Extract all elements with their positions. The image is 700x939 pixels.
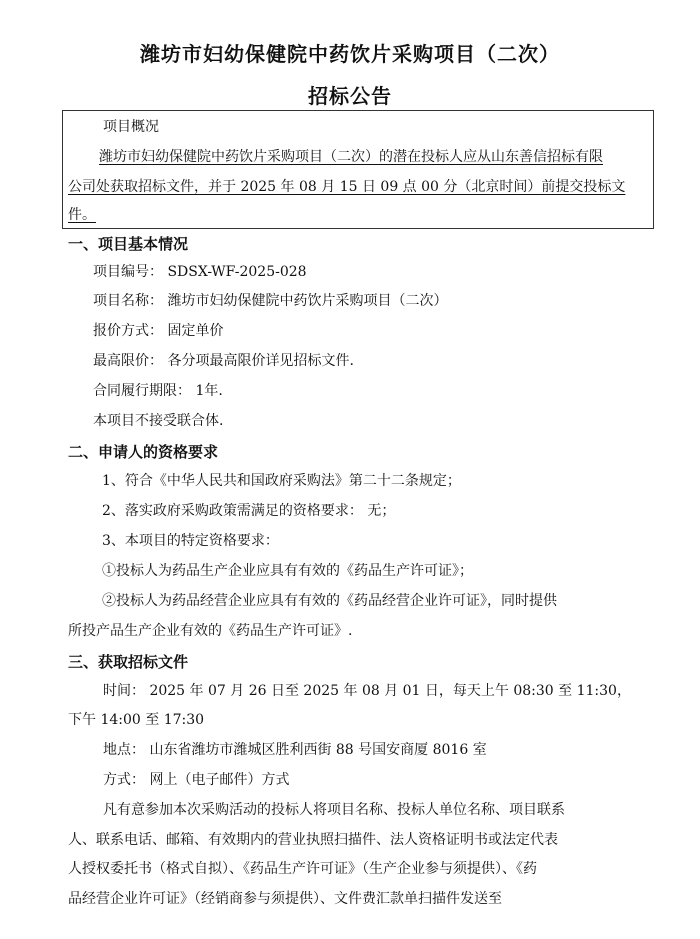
instructions-line-2: 人、联系电话、邮箱、有效期内的营业执照扫描件、法人资格证明书或法定代表 [68,832,558,848]
acquisition-time-line-1: 时间： 2025 年 07 月 26 日至 2025 年 08 月 01 日，每天上午 08:30 至 11:30， [103,683,631,699]
project-number: 项目编号： SDSX-WF-2025-028 [93,264,307,280]
document-title: 潍坊市妇幼保健院中药饮片采购项目（二次） [140,42,560,66]
document-subtitle: 招标公告 [308,84,392,108]
overview-text-line-1: 潍坊市妇幼保健院中药饮片采购项目（二次）的潜在投标人应从山东善信招标有限 [99,149,603,165]
requirement-2: 2、落实政府采购政策需满足的资格要求： 无； [102,503,396,519]
acquisition-location: 地点： 山东省潍坊市潍城区胜利西街 88 号国安商厦 8016 室 [103,742,487,758]
consortium-note: 本项目不接受联合体. [93,413,224,429]
overview-heading: 项目概况 [103,119,159,135]
max-price: 最高限价： 各分项最高限价详见招标文件. [93,353,354,369]
quote-method: 报价方式： 固定单价 [93,323,224,339]
overview-text-line-2: 公司处获取招标文件，并于 2025 年 08 月 15 日 09 点 00 分（北京时间）前提交投标文 [68,179,626,195]
overview-text-line-3: 件。 [68,207,96,223]
requirement-3b-line-1: ②投标人为药品经营企业应具有有效的《药品经营企业许可证》，同时提供 [102,593,557,609]
section-2-heading: 二、申请人的资格要求 [68,443,219,461]
acquisition-method: 方式： 网上（电子邮件）方式 [103,772,290,788]
instructions-line-3: 人授权委托书（格式自拟）、《药品生产许可证》（生产企业参与须提供）、《药 [68,861,537,877]
requirement-3: 3、本项目的特定资格要求： [102,533,279,549]
contract-period: 合同履行期限： 1年. [93,383,223,399]
requirement-1: 1、符合《中华人民共和国政府采购法》第二十二条规定； [102,473,461,489]
section-1-heading: 一、项目基本情况 [68,235,189,253]
acquisition-time-line-2: 下午 14:00 至 17:30 [68,712,205,728]
instructions-line-1: 凡有意参加本次采购活动的投标人将项目名称、投标人单位名称、项目联系 [103,802,565,818]
project-name: 项目名称： 潍坊市妇幼保健院中药饮片采购项目（二次） [93,293,448,309]
requirement-3a: ①投标人为药品生产企业应具有有效的《药品生产许可证》； [102,563,473,579]
instructions-line-4: 品经营企业许可证》（经销商参与须提供）、文件费汇款单扫描件发送至 [68,891,502,907]
requirement-3b-line-2: 所投产品生产企业有效的《药品生产许可证》. [68,623,353,639]
section-3-heading: 三、获取招标文件 [68,653,189,671]
